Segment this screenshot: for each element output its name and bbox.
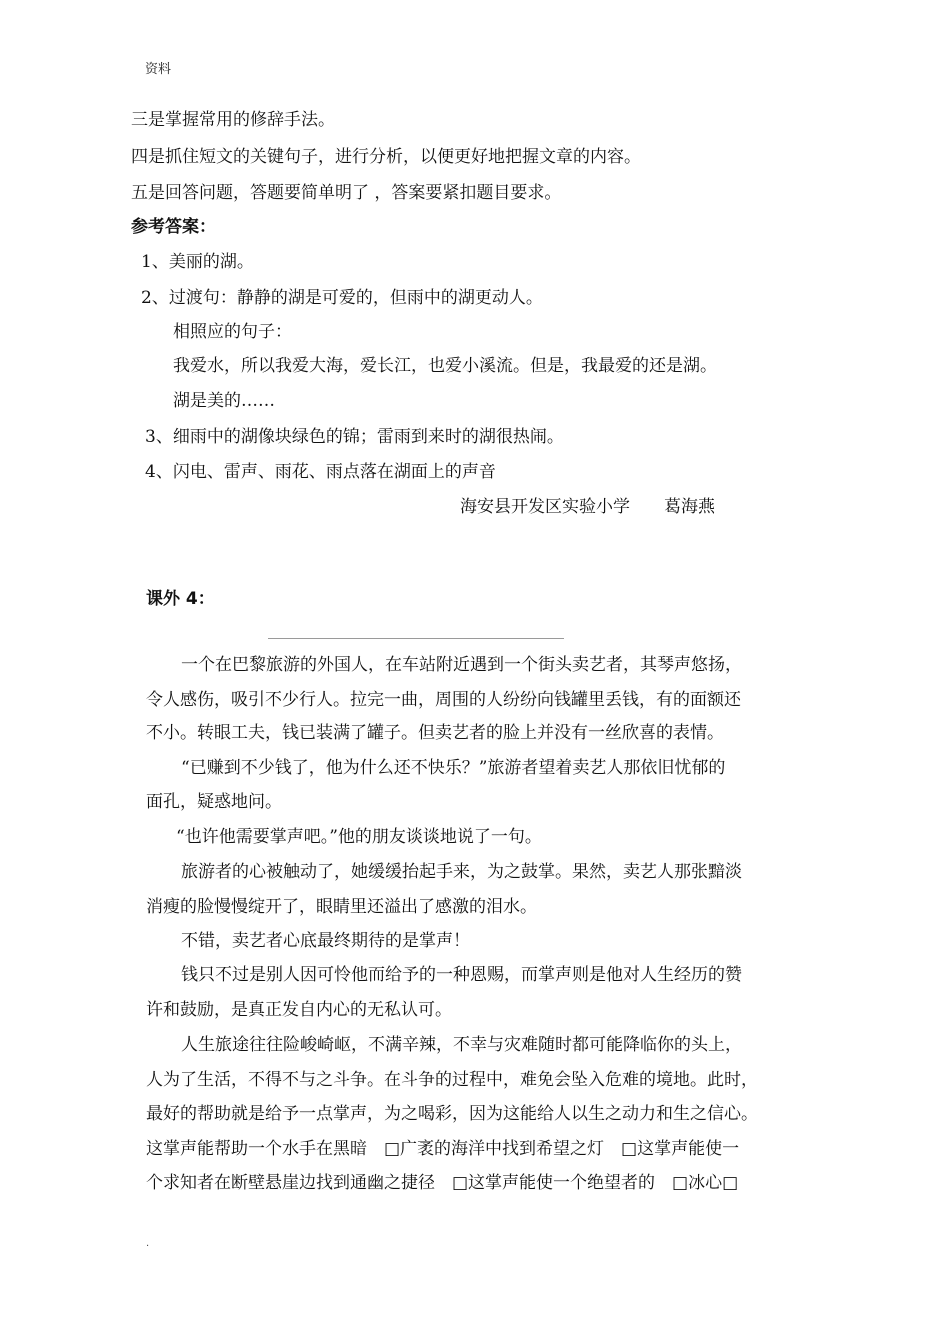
passage-line: “已赚到不少钱了，他为什么还不快乐？”旅游者望着卖艺人那依旧忧郁的 bbox=[181, 758, 726, 778]
answer-1: 1、美丽的湖。 bbox=[141, 252, 254, 272]
passage-line: 一个在巴黎旅游的外国人，在车站附近遇到一个街头卖艺者，其琴声悠扬， bbox=[181, 655, 742, 675]
passage-line: 许和鼓励，是真正发自内心的无私认可。 bbox=[146, 1000, 452, 1020]
passage-line: 人为了生活，不得不与之斗争。在斗争的过程中，难免会坠入危难的境地。此时， bbox=[146, 1070, 758, 1090]
tip-line-3: 三是掌握常用的修辞手法。 bbox=[131, 110, 335, 130]
passage-line: 最好的帮助就是给予一点掌声，为之喝彩，因为这能给人以生之动力和生之信心。 bbox=[146, 1104, 758, 1124]
passage-line: 令人感伤，吸引不少行人。拉完一曲，周围的人纷纷向钱罐里丢钱，有的面额还 bbox=[146, 690, 741, 710]
passage-line: 旅游者的心被触动了，她缓缓抬起手来，为之鼓掌。果然，卖艺人那张黯淡 bbox=[181, 862, 742, 882]
passage-line: 面孔，疑惑地问。 bbox=[146, 792, 282, 812]
footer-mark: . bbox=[146, 1238, 150, 1249]
answer-2-sub-1: 我爱水，所以我爱大海，爱长江，也爱小溪流。但是，我最爱的还是湖。 bbox=[173, 356, 717, 376]
answer-2-sub-2: 湖是美的…… bbox=[173, 391, 275, 411]
answer-2: 2、过渡句：静静的湖是可爱的，但雨中的湖更动人。 bbox=[141, 288, 543, 308]
passage-line: 不错，卖艺者心底最终期待的是掌声！ bbox=[181, 931, 470, 951]
passage-line: 个求知者在断壁悬崖边找到通幽之捷径 □这掌声能使一个绝望者的 □冰心□ bbox=[146, 1173, 739, 1193]
tip-line-5: 五是回答问题，答题要简单明了 ，答案要紧扣题目要求。 bbox=[131, 183, 562, 203]
answer-2-sub-label: 相照应的句子： bbox=[173, 322, 292, 342]
page-header-label: 资料 bbox=[145, 62, 172, 77]
passage-line: 钱只不过是别人因可怜他而给予的一种恩赐，而掌声则是他对人生经历的赞 bbox=[181, 965, 742, 985]
passage-line: “也许他需要掌声吧。”他的朋友谈谈地说了一句。 bbox=[176, 827, 542, 847]
answer-4: 4、闪电、雷声、雨花、雨点落在湖面上的声音 bbox=[145, 462, 496, 482]
tip-line-4: 四是抓住短文的关键句子，进行分析，以便更好地把握文章的内容。 bbox=[131, 147, 641, 167]
passage-line: 这掌声能帮助一个水手在黑暗 □广袤的海洋中找到希望之灯 □这掌声能使一 bbox=[146, 1139, 740, 1159]
section-title: 课外 4： bbox=[146, 589, 215, 609]
answers-heading: 参考答案： bbox=[131, 217, 216, 237]
attribution: 海安县开发区实验小学 葛海燕 bbox=[460, 497, 715, 517]
title-blank-line bbox=[268, 638, 564, 639]
passage-line: 人生旅途往往险峻崎岖，不满辛辣，不幸与灾难随时都可能降临你的头上， bbox=[181, 1035, 742, 1055]
answer-3: 3、细雨中的湖像块绿色的锦；雷雨到来时的湖很热闹。 bbox=[145, 427, 564, 447]
passage-line: 不小。转眼工夫，钱已装满了罐子。但卖艺者的脸上并没有一丝欣喜的表情。 bbox=[146, 723, 724, 743]
passage-line: 消瘦的脸慢慢绽开了，眼睛里还溢出了感激的泪水。 bbox=[146, 897, 537, 917]
